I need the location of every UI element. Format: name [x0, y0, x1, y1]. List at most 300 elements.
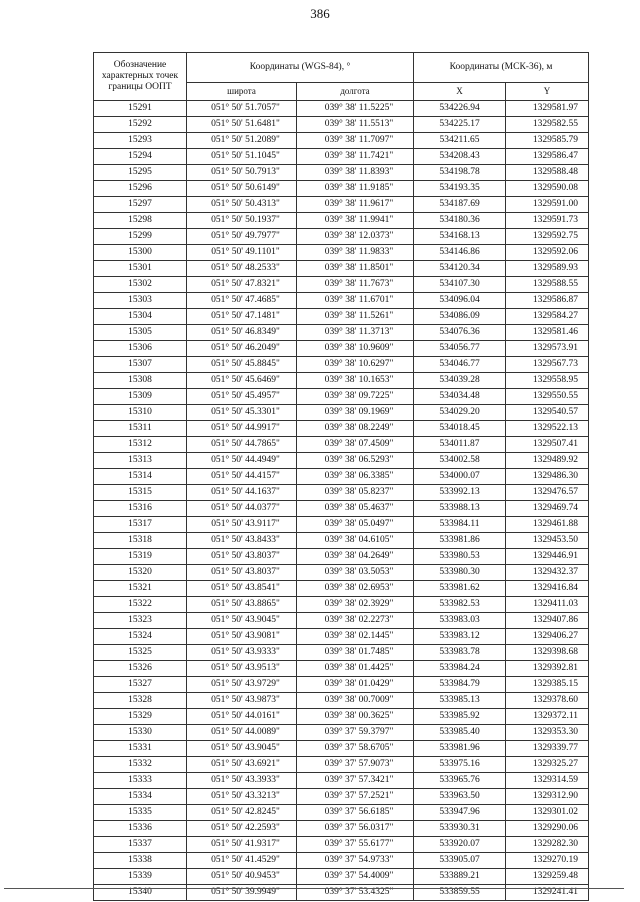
cell-latitude: 051° 50' 50.1937"	[187, 213, 297, 229]
cell-point-id: 15299	[94, 229, 187, 245]
cell-x: 534180.36	[414, 213, 506, 229]
cell-longitude: 039° 38' 00.7009"	[297, 693, 414, 709]
cell-point-id: 15310	[94, 405, 187, 421]
cell-longitude: 039° 38' 02.6953"	[297, 581, 414, 597]
cell-x: 533963.50	[414, 789, 506, 805]
cell-y: 1329573.91	[506, 341, 589, 357]
cell-x: 533983.78	[414, 645, 506, 661]
cell-latitude: 051° 50' 45.8845"	[187, 357, 297, 373]
cell-point-id: 15321	[94, 581, 187, 597]
table-row	[94, 581, 589, 597]
cell-longitude: 039° 37' 57.3421"	[297, 773, 414, 789]
cell-latitude: 051° 50' 43.9333"	[187, 645, 297, 661]
cell-longitude: 039° 38' 01.4425"	[297, 661, 414, 677]
cell-point-id: 15313	[94, 453, 187, 469]
table-row	[94, 693, 589, 709]
cell-latitude: 051° 50' 45.6469"	[187, 373, 297, 389]
cell-x: 533905.07	[414, 853, 506, 869]
cell-latitude: 051° 50' 43.9117"	[187, 517, 297, 533]
cell-point-id: 15330	[94, 725, 187, 741]
cell-point-id: 15331	[94, 741, 187, 757]
table-row	[94, 869, 589, 885]
cell-y: 1329486.30	[506, 469, 589, 485]
cell-latitude: 051° 50' 43.9513"	[187, 661, 297, 677]
cell-x: 533981.86	[414, 533, 506, 549]
cell-latitude: 051° 50' 43.8037"	[187, 565, 297, 581]
table-row	[94, 709, 589, 725]
cell-longitude: 039° 38' 05.8237"	[297, 485, 414, 501]
cell-latitude: 051° 50' 51.6481"	[187, 117, 297, 133]
cell-longitude: 039° 37' 57.9073"	[297, 757, 414, 773]
cell-latitude: 051° 50' 43.9081"	[187, 629, 297, 645]
header-y: Y	[506, 82, 589, 100]
cell-latitude: 051° 50' 44.0089"	[187, 725, 297, 741]
cell-y: 1329461.88	[506, 517, 589, 533]
table-head	[94, 53, 589, 101]
cell-y: 1329581.46	[506, 325, 589, 341]
cell-latitude: 051° 50' 43.9729"	[187, 677, 297, 693]
cell-y: 1329476.57	[506, 485, 589, 501]
cell-longitude: 039° 37' 56.6185"	[297, 805, 414, 821]
cell-y: 1329372.11	[506, 709, 589, 725]
table-row	[94, 309, 589, 325]
cell-y: 1329540.57	[506, 405, 589, 421]
cell-latitude: 051° 50' 47.1481"	[187, 309, 297, 325]
cell-point-id: 15311	[94, 421, 187, 437]
cell-y: 1329259.48	[506, 869, 589, 885]
cell-point-id: 15316	[94, 501, 187, 517]
cell-point-id: 15334	[94, 789, 187, 805]
cell-longitude: 039° 38' 06.3385"	[297, 469, 414, 485]
cell-longitude: 039° 38' 01.7485"	[297, 645, 414, 661]
cell-latitude: 051° 50' 47.8321"	[187, 277, 297, 293]
cell-point-id: 15300	[94, 245, 187, 261]
header-longitude: долгота	[297, 82, 414, 100]
cell-latitude: 051° 50' 45.4957"	[187, 389, 297, 405]
cell-x: 534193.35	[414, 181, 506, 197]
cell-point-id: 15305	[94, 325, 187, 341]
cell-longitude: 039° 38' 07.4509"	[297, 437, 414, 453]
cell-longitude: 039° 38' 02.3929"	[297, 597, 414, 613]
header-x: X	[414, 82, 506, 100]
cell-latitude: 051° 50' 46.8349"	[187, 325, 297, 341]
cell-latitude: 051° 50' 43.9045"	[187, 741, 297, 757]
cell-x: 533981.96	[414, 741, 506, 757]
table-row	[94, 629, 589, 645]
cell-x: 534168.13	[414, 229, 506, 245]
cell-point-id: 15323	[94, 613, 187, 629]
table-row	[94, 197, 589, 213]
cell-latitude: 051° 50' 50.6149"	[187, 181, 297, 197]
cell-x: 534226.94	[414, 101, 506, 117]
cell-point-id: 15306	[94, 341, 187, 357]
cell-point-id: 15301	[94, 261, 187, 277]
table-row	[94, 677, 589, 693]
table-row	[94, 117, 589, 133]
cell-x: 533982.53	[414, 597, 506, 613]
cell-latitude: 051° 50' 44.0377"	[187, 501, 297, 517]
cell-point-id: 15318	[94, 533, 187, 549]
cell-x: 533930.31	[414, 821, 506, 837]
cell-point-id: 15324	[94, 629, 187, 645]
cell-longitude: 039° 38' 11.8501"	[297, 261, 414, 277]
cell-y: 1329312.90	[506, 789, 589, 805]
header-wgs84: Координаты (WGS-84), °	[187, 53, 414, 83]
cell-x: 534000.07	[414, 469, 506, 485]
cell-y: 1329270.19	[506, 853, 589, 869]
table-row	[94, 645, 589, 661]
cell-point-id: 15298	[94, 213, 187, 229]
cell-point-id: 15317	[94, 517, 187, 533]
cell-latitude: 051° 50' 41.4529"	[187, 853, 297, 869]
cell-longitude: 039° 37' 55.6177"	[297, 837, 414, 853]
table-row	[94, 261, 589, 277]
table-row	[94, 373, 589, 389]
cell-x: 534056.77	[414, 341, 506, 357]
table-row	[94, 597, 589, 613]
cell-longitude: 039° 38' 10.9609"	[297, 341, 414, 357]
table-row	[94, 853, 589, 869]
table-row	[94, 517, 589, 533]
table-row	[94, 325, 589, 341]
cell-longitude: 039° 38' 12.0373"	[297, 229, 414, 245]
cell-x: 534046.77	[414, 357, 506, 373]
cell-x: 533988.13	[414, 501, 506, 517]
cell-point-id: 15315	[94, 485, 187, 501]
cell-longitude: 039° 38' 11.7097"	[297, 133, 414, 149]
cell-y: 1329582.55	[506, 117, 589, 133]
table-row	[94, 133, 589, 149]
table-row	[94, 341, 589, 357]
table-row	[94, 277, 589, 293]
cell-y: 1329416.84	[506, 581, 589, 597]
cell-longitude: 039° 38' 04.6105"	[297, 533, 414, 549]
cell-y: 1329590.08	[506, 181, 589, 197]
cell-latitude: 051° 50' 42.2593"	[187, 821, 297, 837]
cell-longitude: 039° 38' 06.5293"	[297, 453, 414, 469]
cell-y: 1329301.02	[506, 805, 589, 821]
cell-y: 1329585.79	[506, 133, 589, 149]
page-number: 386	[310, 6, 330, 21]
cell-y: 1329411.03	[506, 597, 589, 613]
cell-point-id: 15307	[94, 357, 187, 373]
cell-latitude: 051° 50' 49.7977"	[187, 229, 297, 245]
cell-longitude: 039° 37' 56.0317"	[297, 821, 414, 837]
table-row	[94, 293, 589, 309]
table-row	[94, 229, 589, 245]
cell-x: 534002.58	[414, 453, 506, 469]
cell-x: 534120.34	[414, 261, 506, 277]
cell-point-id: 15295	[94, 165, 187, 181]
cell-point-id: 15333	[94, 773, 187, 789]
table-body	[94, 101, 589, 901]
cell-y: 1329353.30	[506, 725, 589, 741]
cell-y: 1329432.37	[506, 565, 589, 581]
cell-point-id: 15296	[94, 181, 187, 197]
table-row	[94, 453, 589, 469]
cell-point-id: 15314	[94, 469, 187, 485]
cell-latitude: 051° 50' 51.1045"	[187, 149, 297, 165]
cell-x: 533983.12	[414, 629, 506, 645]
cell-point-id: 15329	[94, 709, 187, 725]
cell-y: 1329592.75	[506, 229, 589, 245]
cell-point-id: 15302	[94, 277, 187, 293]
cell-x: 533983.03	[414, 613, 506, 629]
table-row	[94, 821, 589, 837]
cell-point-id: 15332	[94, 757, 187, 773]
cell-y: 1329469.74	[506, 501, 589, 517]
cell-x: 534029.20	[414, 405, 506, 421]
cell-latitude: 051° 50' 51.7057"	[187, 101, 297, 117]
cell-latitude: 051° 50' 40.9453"	[187, 869, 297, 885]
cell-point-id: 15319	[94, 549, 187, 565]
cell-longitude: 039° 38' 09.1969"	[297, 405, 414, 421]
cell-y: 1329446.91	[506, 549, 589, 565]
cell-point-id: 15312	[94, 437, 187, 453]
cell-x: 534187.69	[414, 197, 506, 213]
cell-longitude: 039° 38' 04.2649"	[297, 549, 414, 565]
cell-y: 1329398.68	[506, 645, 589, 661]
cell-latitude: 051° 50' 43.8541"	[187, 581, 297, 597]
cell-x: 534034.48	[414, 389, 506, 405]
cell-point-id: 15308	[94, 373, 187, 389]
cell-y: 1329588.48	[506, 165, 589, 181]
cell-x: 534018.45	[414, 421, 506, 437]
cell-x: 534076.36	[414, 325, 506, 341]
cell-y: 1329522.13	[506, 421, 589, 437]
cell-point-id: 15327	[94, 677, 187, 693]
cell-x: 534107.30	[414, 277, 506, 293]
cell-x: 534086.09	[414, 309, 506, 325]
cell-longitude: 039° 37' 57.2521"	[297, 789, 414, 805]
cell-x: 533985.92	[414, 709, 506, 725]
cell-longitude: 039° 37' 53.4325"	[297, 885, 414, 901]
coordinates-table-wrap	[93, 52, 588, 901]
cell-x: 533985.40	[414, 725, 506, 741]
table-row	[94, 389, 589, 405]
cell-x: 534039.28	[414, 373, 506, 389]
cell-x: 534208.43	[414, 149, 506, 165]
table-row	[94, 245, 589, 261]
table-row	[94, 613, 589, 629]
cell-latitude: 051° 50' 44.7865"	[187, 437, 297, 453]
table-row	[94, 805, 589, 821]
cell-longitude: 039° 38' 00.3625"	[297, 709, 414, 725]
cell-latitude: 051° 50' 49.1101"	[187, 245, 297, 261]
cell-y: 1329325.27	[506, 757, 589, 773]
cell-point-id: 15335	[94, 805, 187, 821]
header-point-name: Обозначение характерных точек границы ООПТ	[94, 53, 187, 101]
cell-point-id: 15297	[94, 197, 187, 213]
cell-y: 1329550.55	[506, 389, 589, 405]
cell-latitude: 051° 50' 44.9917"	[187, 421, 297, 437]
cell-longitude: 039° 37' 59.3797"	[297, 725, 414, 741]
cell-y: 1329567.73	[506, 357, 589, 373]
cell-point-id: 15328	[94, 693, 187, 709]
cell-latitude: 051° 50' 51.2089"	[187, 133, 297, 149]
cell-y: 1329589.93	[506, 261, 589, 277]
cell-latitude: 051° 50' 43.9873"	[187, 693, 297, 709]
cell-y: 1329290.06	[506, 821, 589, 837]
cell-y: 1329558.95	[506, 373, 589, 389]
bottom-divider	[4, 888, 624, 889]
table-row	[94, 533, 589, 549]
cell-x: 534146.86	[414, 245, 506, 261]
coordinates-table	[93, 52, 589, 901]
cell-y: 1329241.41	[506, 885, 589, 901]
header-latitude: широта	[187, 82, 297, 100]
table-row	[94, 165, 589, 181]
cell-x: 533889.21	[414, 869, 506, 885]
table-row	[94, 357, 589, 373]
cell-longitude: 039° 38' 11.9185"	[297, 181, 414, 197]
cell-longitude: 039° 38' 11.9833"	[297, 245, 414, 261]
cell-longitude: 039° 37' 54.4009"	[297, 869, 414, 885]
header-msk36: Координаты (МСК-36), м	[414, 53, 589, 83]
cell-x: 533985.13	[414, 693, 506, 709]
cell-y: 1329406.27	[506, 629, 589, 645]
cell-longitude: 039° 38' 05.4637"	[297, 501, 414, 517]
cell-latitude: 051° 50' 47.4685"	[187, 293, 297, 309]
table-row	[94, 661, 589, 677]
cell-x: 533984.11	[414, 517, 506, 533]
cell-y: 1329378.60	[506, 693, 589, 709]
cell-longitude: 039° 38' 03.5053"	[297, 565, 414, 581]
table-row	[94, 725, 589, 741]
cell-x: 533965.76	[414, 773, 506, 789]
cell-x: 533984.24	[414, 661, 506, 677]
cell-y: 1329407.86	[506, 613, 589, 629]
table-row	[94, 501, 589, 517]
cell-x: 533984.79	[414, 677, 506, 693]
cell-longitude: 039° 38' 08.2249"	[297, 421, 414, 437]
table-row	[94, 837, 589, 853]
cell-point-id: 15304	[94, 309, 187, 325]
cell-longitude: 039° 38' 09.7225"	[297, 389, 414, 405]
cell-latitude: 051° 50' 43.3213"	[187, 789, 297, 805]
cell-y: 1329588.55	[506, 277, 589, 293]
cell-point-id: 15322	[94, 597, 187, 613]
cell-x: 533981.62	[414, 581, 506, 597]
cell-x: 533920.07	[414, 837, 506, 853]
table-row	[94, 469, 589, 485]
cell-longitude: 039° 38' 11.5513"	[297, 117, 414, 133]
cell-x: 534211.65	[414, 133, 506, 149]
table-row	[94, 405, 589, 421]
table-row	[94, 101, 589, 117]
cell-longitude: 039° 38' 11.7421"	[297, 149, 414, 165]
cell-longitude: 039° 38' 11.9617"	[297, 197, 414, 213]
cell-y: 1329489.92	[506, 453, 589, 469]
table-row	[94, 437, 589, 453]
cell-point-id: 15326	[94, 661, 187, 677]
cell-latitude: 051° 50' 50.7913"	[187, 165, 297, 181]
cell-y: 1329453.50	[506, 533, 589, 549]
cell-point-id: 15338	[94, 853, 187, 869]
cell-point-id: 15340	[94, 885, 187, 901]
cell-longitude: 039° 38' 11.7673"	[297, 277, 414, 293]
cell-longitude: 039° 38' 01.0429"	[297, 677, 414, 693]
cell-latitude: 051° 50' 48.2533"	[187, 261, 297, 277]
cell-y: 1329584.27	[506, 309, 589, 325]
table-row	[94, 789, 589, 805]
cell-latitude: 051° 50' 43.8433"	[187, 533, 297, 549]
cell-latitude: 051° 50' 43.6921"	[187, 757, 297, 773]
cell-longitude: 039° 38' 11.9941"	[297, 213, 414, 229]
cell-x: 533980.30	[414, 565, 506, 581]
table-row	[94, 485, 589, 501]
cell-point-id: 15292	[94, 117, 187, 133]
cell-longitude: 039° 38' 02.2273"	[297, 613, 414, 629]
cell-y: 1329507.41	[506, 437, 589, 453]
cell-latitude: 051° 50' 45.3301"	[187, 405, 297, 421]
cell-point-id: 15337	[94, 837, 187, 853]
table-row	[94, 549, 589, 565]
cell-longitude: 039° 38' 11.6701"	[297, 293, 414, 309]
table-row	[94, 149, 589, 165]
cell-longitude: 039° 38' 11.5261"	[297, 309, 414, 325]
cell-y: 1329586.87	[506, 293, 589, 309]
cell-y: 1329282.30	[506, 837, 589, 853]
cell-y: 1329591.73	[506, 213, 589, 229]
cell-latitude: 051° 50' 43.9045"	[187, 613, 297, 629]
cell-point-id: 15293	[94, 133, 187, 149]
cell-x: 534198.78	[414, 165, 506, 181]
cell-y: 1329592.06	[506, 245, 589, 261]
table-row	[94, 773, 589, 789]
cell-longitude: 039° 38' 05.0497"	[297, 517, 414, 533]
table-row	[94, 757, 589, 773]
cell-longitude: 039° 38' 10.1653"	[297, 373, 414, 389]
cell-x: 533859.55	[414, 885, 506, 901]
cell-longitude: 039° 38' 11.8393"	[297, 165, 414, 181]
table-row	[94, 741, 589, 757]
cell-point-id: 15336	[94, 821, 187, 837]
cell-latitude: 051° 50' 44.4949"	[187, 453, 297, 469]
table-row	[94, 565, 589, 581]
cell-y: 1329581.97	[506, 101, 589, 117]
cell-latitude: 051° 50' 39.9949"	[187, 885, 297, 901]
cell-latitude: 051° 50' 43.3933"	[187, 773, 297, 789]
cell-y: 1329586.47	[506, 149, 589, 165]
table-row	[94, 213, 589, 229]
cell-point-id: 15320	[94, 565, 187, 581]
cell-point-id: 15325	[94, 645, 187, 661]
cell-longitude: 039° 38' 11.3713"	[297, 325, 414, 341]
cell-point-id: 15294	[94, 149, 187, 165]
table-row	[94, 885, 589, 901]
cell-x: 534225.17	[414, 117, 506, 133]
cell-latitude: 051° 50' 46.2049"	[187, 341, 297, 357]
cell-y: 1329392.81	[506, 661, 589, 677]
cell-longitude: 039° 37' 54.9733"	[297, 853, 414, 869]
cell-latitude: 051° 50' 44.0161"	[187, 709, 297, 725]
cell-y: 1329314.59	[506, 773, 589, 789]
cell-x: 534011.87	[414, 437, 506, 453]
cell-latitude: 051° 50' 43.8865"	[187, 597, 297, 613]
cell-longitude: 039° 38' 10.6297"	[297, 357, 414, 373]
table-row	[94, 421, 589, 437]
table-row	[94, 181, 589, 197]
cell-y: 1329339.77	[506, 741, 589, 757]
cell-y: 1329591.00	[506, 197, 589, 213]
cell-y: 1329385.15	[506, 677, 589, 693]
cell-point-id: 15303	[94, 293, 187, 309]
cell-point-id: 15309	[94, 389, 187, 405]
cell-latitude: 051° 50' 41.9317"	[187, 837, 297, 853]
cell-x: 533947.96	[414, 805, 506, 821]
cell-point-id: 15291	[94, 101, 187, 117]
